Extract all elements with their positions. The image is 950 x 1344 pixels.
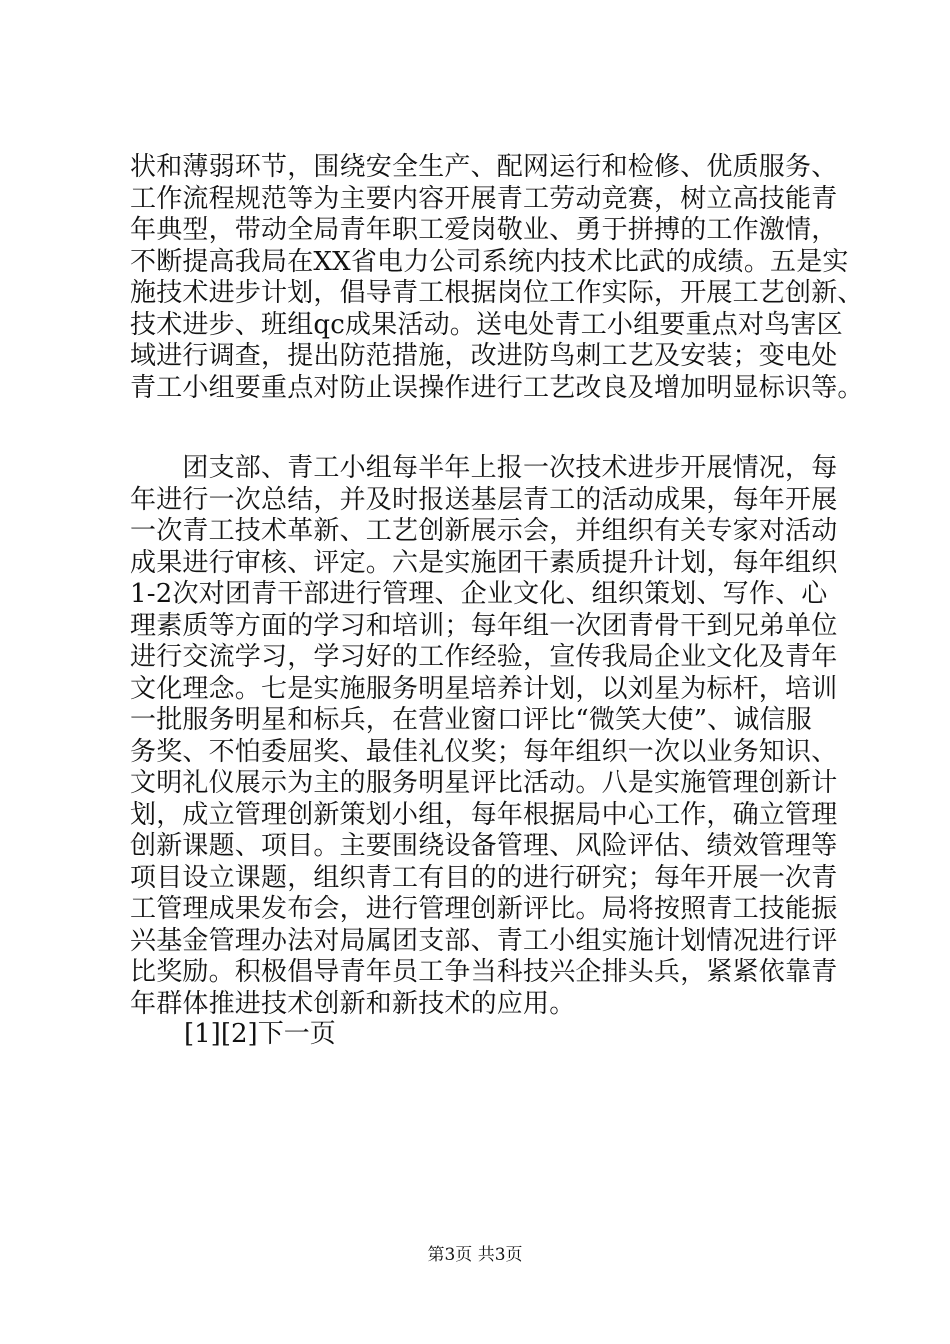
text-line: 兴基金管理办法对局属团支部、青工小组实施计划情况进行评 <box>130 925 838 956</box>
text-line: 一批服务明星和标兵，在营业窗口评比“微笑大使”、诚信服 <box>130 705 812 735</box>
text-line: 年群体推进技术创新和新技术的应用。 <box>130 988 576 1019</box>
text-line: 成果进行审核、评定。六是实施团干素质提升计划，每年组织 <box>130 547 838 578</box>
text-line: 划，成立管理创新策划小组，每年根据局中心工作，确立管理 <box>130 799 838 830</box>
text-line: 年典型，带动全局青年职工爱岗敬业、勇于拼搏的工作激情， <box>130 215 838 245</box>
text-line: 项目设立课题，组织青工有目的的进行研究；每年开展一次青 <box>130 862 838 893</box>
text-line: 域进行调查，提出防范措施，改进防鸟刺工艺及安装；变电处 <box>130 341 838 371</box>
text-line: 状和薄弱环节，围绕安全生产、配网运行和检修、优质服务、 <box>130 152 838 182</box>
text-line: 工作流程规范等为主要内容开展青工劳动竞赛，树立高技能青 <box>130 183 838 214</box>
text-line: 比奖励。积极倡导青年员工争当科技兴企排头兵，紧紧依靠青 <box>130 957 838 987</box>
page-footer <box>0 1245 950 1265</box>
pagination <box>184 1019 336 1051</box>
next-page-link[interactable]: 下一页 <box>257 1019 336 1049</box>
text-line: 进行交流学习，学习好的工作经验，宣传我局企业文化及青年 <box>130 642 838 672</box>
text-line: 年进行一次总结，并及时报送基层青工的活动成果，每年开展 <box>130 484 838 515</box>
page-number-indicator: 第3页 共3页 <box>427 1245 523 1265</box>
paragraph-1 <box>130 152 864 404</box>
text-line: 理素质等方面的学习和培训；每年组一次团青骨干到兄弟单位 <box>130 610 838 641</box>
text-line: 1-2次对团青干部进行管理、企业文化、组织策划、写作、心 <box>130 579 828 609</box>
page-1-link[interactable]: [1] <box>184 1019 221 1049</box>
text-line: 创新课题、项目。主要围绕设备管理、风险评估、绩效管理等 <box>130 831 838 861</box>
paragraph-2 <box>130 453 838 1020</box>
text-line: 青工小组要重点对防止误操作进行工艺改良及增加明显标识等。 <box>130 372 864 403</box>
text-line: 团支部、青工小组每半年上报一次技术进步开展情况，每 <box>130 453 838 483</box>
page-2-link[interactable]: [2] <box>220 1019 258 1049</box>
text-line: 施技术进步计划，倡导青工根据岗位工作实际，开展工艺创新、 <box>130 278 864 308</box>
text-line: 不断提高我局在XX省电力公司系统内技术比武的成绩。五是实 <box>130 246 849 277</box>
text-line: 一次青工技术革新、工艺创新展示会，并组织有关专家对活动 <box>130 516 838 546</box>
text-line: 技术进步、班组qc成果活动。送电处青工小组要重点对鸟害区 <box>130 309 843 340</box>
text-line: 工管理成果发布会，进行管理创新评比。局将按照青工技能振 <box>130 894 838 924</box>
text-line: 务奖、不怕委屈奖、最佳礼仪奖；每年组织一次以业务知识、 <box>130 736 838 767</box>
text-line: 文化理念。七是实施服务明星培养计划，以刘星为标杆，培训 <box>130 673 838 704</box>
text-line: 文明礼仪展示为主的服务明星评比活动。八是实施管理创新计 <box>130 768 838 798</box>
